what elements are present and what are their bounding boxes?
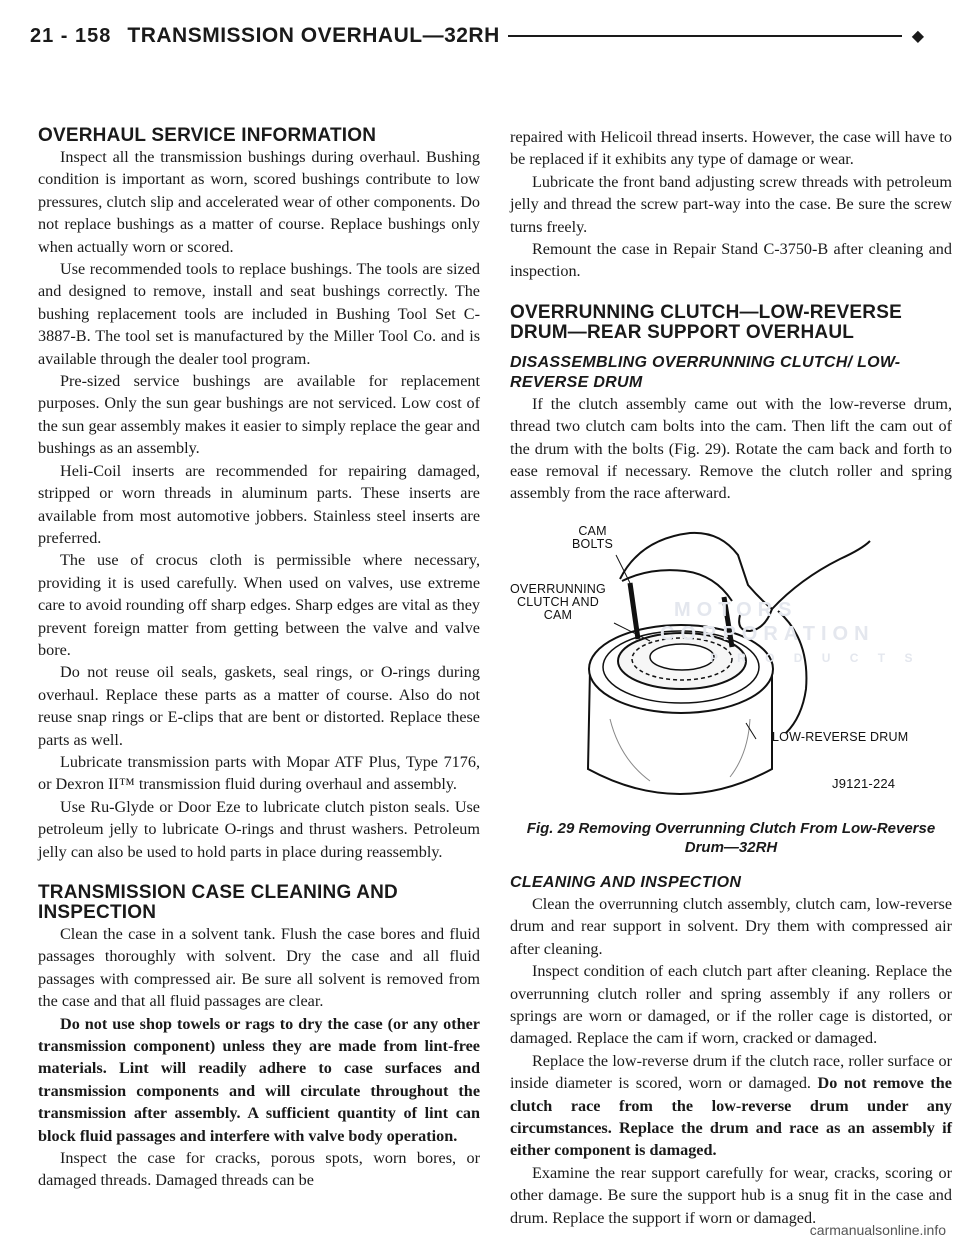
warning-paragraph: Do not use shop towels or rags to dry the case (or any other transmission component) unless they are made from lint-free materials. Lint will readily adhere to case surfaces and transmission components and will circulate throughout the transmission after assembly. A sufficient quantity of lint can block fluid passages and interfere with valve body operation.: [38, 1014, 480, 1145]
page-header: [30, 20, 924, 52]
figure-caption: Fig. 29 Removing Overrunning Clutch From Low-Reverse Drum—32RH: [526, 819, 936, 856]
heading-case-cleaning: TRANSMISSION CASE CLEANING AND INSPECTION: [38, 882, 398, 923]
paragraph: Use Ru-Glyde or Door Eze to lubricate clutch piston seals. Use petroleum jelly to lubricate O-rings and thrust washers. Petroleum jelly can also be used to hold parts in place during reassembly.: [38, 797, 480, 861]
paragraph: Remount the case in Repair Stand C-3750-B after cleaning and inspection.: [510, 240, 952, 281]
page-number: 21 - 158: [30, 24, 112, 47]
label-low-reverse-drum: LOW-REVERSE DRUM: [772, 729, 909, 744]
finger-outline: [622, 570, 732, 601]
label-figure-code: J9121-224: [832, 775, 896, 791]
paragraph: Do not reuse oil seals, gaskets, seal rings, or O-rings during overhaul. Replace these parts as a matter of course. Also do not reuse snap rings or E-clips that are bent or distorted. Replace these parts as well.: [38, 663, 480, 749]
paragraph: [510, 1050, 952, 1162]
watermark-text: MOTORS: [674, 598, 798, 621]
label-cam-bolts: CAM BOLTS: [572, 523, 614, 551]
heading-overrunning-clutch: OVERRUNNING CLUTCH—LOW-REVERSE DRUM—REAR SUPPORT OVERHAUL: [510, 301, 902, 343]
paragraph: repaired with Helicoil thread inserts. However, the case will have to be replaced if it exhibits any type of damage or wear.: [510, 128, 952, 169]
paragraph: Heli-Coil inserts are recommended for repairing damaged, stripped or worn threads in aluminum parts. These inserts are available from most automotive jobbers. Stainless steel inserts are preferred.: [38, 461, 480, 547]
paragraph: If the clutch assembly came out with the low-reverse drum, thread two clutch cam bolts into the cam. Then lift the cam out of the drum with the bolts (Fig. 29). Rotate the cam back and forth to ease removal if necessary. Remove the clutch roller and spring assembly from the race afterward.: [510, 394, 952, 503]
watermark-text: CORPORATION: [660, 622, 875, 645]
section-title: TRANSMISSION OVERHAUL—32RH: [127, 24, 500, 47]
label-overrunning-clutch: OVERRUNNING CLUTCH AND CAM: [510, 581, 606, 622]
paragraph: Lubricate transmission parts with Mopar ATF Plus, Type 7176, or Dexron II™ transmission fluid during overhaul and assembly.: [38, 752, 480, 794]
paragraph: Inspect all the transmission bushings during overhaul. Bushing condition is important as worn, scored bushings contribute to low pressures, clutch slip and accelerated wear of other components. Do not replace bushings as a matter of course. Replace bushings only when actually worn or scored.: [38, 148, 480, 256]
figure-29: [510, 519, 952, 809]
paragraph: Inspect condition of each clutch part after cleaning. Replace the overrunning clutch roller and spring assembly if any rollers or springs are worn or damaged, or if the roller cage is distorted, or damaged. Replace the cam if worn, cracked or damaged.: [510, 962, 952, 1048]
paragraph-text: Replace the low-reverse drum if the clutch race, roller surface or inside diameter is scored, worn or damaged.: [510, 1051, 952, 1093]
paragraph: The use of crocus cloth is permissible where necessary, providing it is used carefully. When used on valves, use extreme care to avoid rounding off sharp edges. Sharp edges are vital as they prevent foreign matter from getting between the valve and valve bore.: [38, 551, 480, 659]
paragraph: Lubricate the front band adjusting screw threads with petroleum jelly and thread the screw part-way into the case. Be sure the screw turns freely.: [510, 172, 952, 236]
paragraph: Examine the rear support carefully for wear, cracks, scoring or other damage. Be sure the support hub is a snug fit in the case and drum. Replace the support if worn or damaged.: [510, 1163, 952, 1227]
paragraph: Use recommended tools to replace bushings. The tools are sized and designed to remove, install and seat bushings correctly. The bushing replacement tools are included in Bushing Tool Set C-3887-B. The tool set is manufactured by the Miller Tool Co. and is available through the dealer tool program.: [38, 260, 480, 368]
left-column: [38, 126, 480, 1192]
subheading-disassembling: DISASSEMBLING OVERRUNNING CLUTCH/ LOW-REVERSE DRUM: [510, 353, 901, 391]
watermark-text: P R O D U C T S: [710, 650, 921, 665]
header-rule: [508, 35, 902, 37]
paragraph: Clean the overrunning clutch assembly, clutch cam, low-reverse drum and rear support in solvent. Dry them with compressed air after cleaning.: [510, 894, 952, 958]
paragraph: Clean the case in a solvent tank. Flush the case bores and fluid passages thoroughly with solvent. Dry the case and all fluid passages with compressed air. Be sure all solvent is removed from the case and that all fluid passages are clear.: [38, 925, 480, 1011]
leader-cam-bolts: [616, 555, 630, 583]
paragraph: Pre-sized service bushings are available for replacement purposes. Only the sun gear bushings are not serviced. Low cost of the sun gear assembly makes it easier to simply replace the gear and bushings as an assembly.: [38, 372, 480, 458]
heading-overhaul-service-info: OVERHAUL SERVICE INFORMATION: [38, 125, 377, 146]
subheading-cleaning-inspection: CLEANING AND INSPECTION: [510, 873, 742, 891]
paragraph: Inspect the case for cracks, porous spots, worn bores, or damaged threads. Damaged threads can be: [38, 1149, 480, 1190]
right-column: [510, 126, 952, 1229]
warning-text: Do not remove the clutch race from the low-reverse drum under any circumstances. Replace the drum and race as an assembly if either component is damaged.: [510, 1074, 952, 1160]
footer-watermark: carmanualsonline.info: [809, 1222, 946, 1238]
cam-hub: [650, 644, 714, 670]
diamond-icon: ◆: [911, 28, 924, 45]
